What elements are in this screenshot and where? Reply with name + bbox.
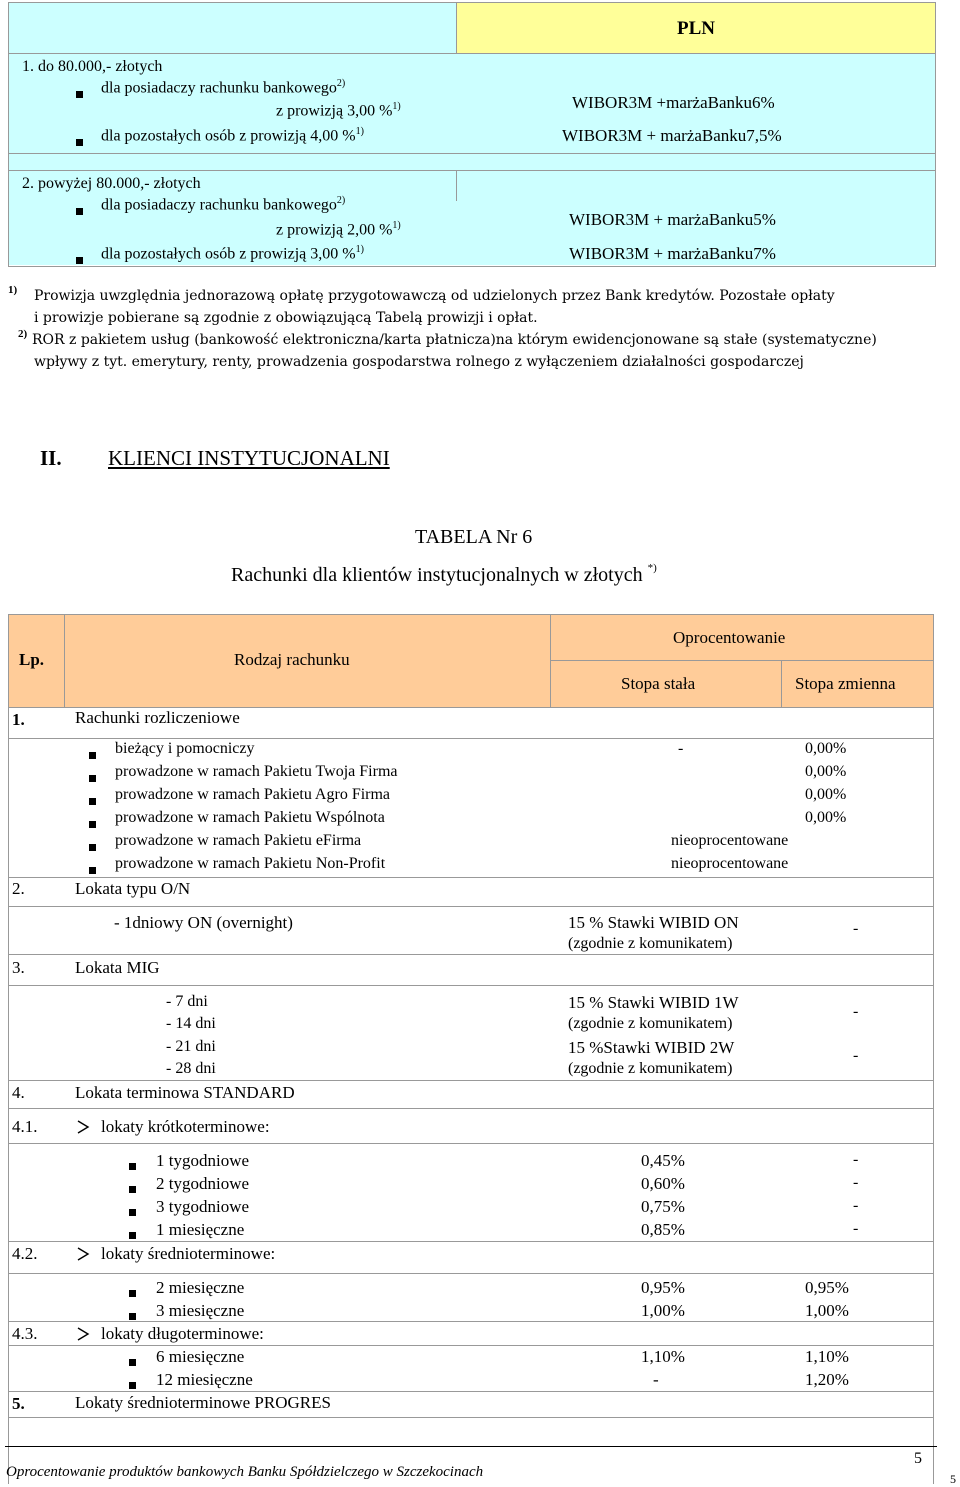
bullet-icon [129,1203,136,1221]
side-page-number: 5 [950,1472,956,1486]
s41-item-label: 1 tygodniowe [156,1151,250,1170]
s3-title: Lokata MIG [75,958,160,977]
bullet-icon [129,1180,136,1198]
s43-item-variable: 1,20% [805,1370,849,1389]
s42-item-label: 2 miesięczne [156,1278,245,1297]
s41-item-label: 1 miesięczne [156,1220,245,1239]
bullet-icon [129,1307,136,1325]
footnote1-marker: 1) [8,284,18,296]
s43-item-variable: 1,10% [805,1347,849,1366]
s3-number: 3. [12,958,25,977]
bullet-icon [76,202,83,220]
arrow-icon [76,1247,90,1266]
s41-item-variable: - [853,1174,859,1191]
s1-item-fixed: nieoprocentowane [671,832,789,849]
currency-header: PLN [677,18,715,39]
s42-title: lokaty średnioterminowe: [101,1244,276,1263]
s41-title: lokaty krótkoterminowe: [101,1117,270,1136]
bullet-icon [76,251,83,269]
s5-title: Lokaty średnioterminowe PROGRES [75,1393,331,1412]
header-stopa-zmienna: Stopa zmienna [795,674,896,693]
arrow-icon [76,1327,90,1346]
s42-item-label: 3 miesięczne [156,1301,245,1320]
s41-number: 4.1. [12,1117,38,1136]
s2-title: Lokata typu O/N [75,879,191,898]
section2-row2-rate: WIBOR3M + marżaBanku7% [569,244,776,263]
bullet-icon [129,1353,136,1371]
table6-subtitle: Rachunki dla klientów instytucjonalnych w złotych *) [231,562,657,586]
s2-item: - 1dniowy ON (overnight) [114,913,293,932]
s41-item-fixed: 0,45% [641,1151,685,1170]
section1-row1-rate: WIBOR3M +marżaBanku6% [572,93,775,112]
s1-item-label: prowadzone w ramach Pakietu Non-Profit [115,855,386,872]
s1-item-label: prowadzone w ramach Pakietu Agro Firma [115,786,391,803]
header-stopa-stala: Stopa stała [621,674,696,693]
section2-row1-line2: z prowizją 2,00 %$^{1)}$ [276,220,401,239]
s41-item-variable: - [853,1220,859,1237]
s3-fixed2-line2: (zgodnie z komunikatem) [568,1060,733,1077]
s43-item-label: 6 miesięczne [156,1347,245,1366]
footnote1-line2: i prowizje pobierane są zgodnie z obowiązującą Tabelą prowizji i opłat. [34,310,538,326]
page-number: 5 [914,1450,922,1467]
s41-item-fixed: 0,60% [641,1174,685,1193]
s4-title: Lokata terminowa STANDARD [75,1083,295,1102]
s1-title: Rachunki rozliczeniowe [75,708,240,727]
s43-item-fixed: 1,10% [641,1347,685,1366]
bullet-icon [89,815,96,833]
footnote1-line1: Prowizja uwzględnia jednorazową opłatę przygotowawczą od udzielonych przez Bank kredytów. Pozostałe opłaty [34,288,835,304]
s1-item-fixed: nieoprocentowane [671,855,789,872]
section1-row2: dla pozostałych osób z prowizją 4,00 %$^{1)}$ [101,126,364,145]
s3-variable1: - [853,1003,859,1020]
footnote2-line2: wpływy z tyt. emerytury, renty, prowadzenia gospodarstwa rolnego z wyłączeniem działalności gospodarczej [34,354,804,370]
section2-row2: dla pozostałych osób z prowizją 3,00 %$^{1)}$ [101,244,364,263]
section-number: II. [40,446,62,470]
top-table-header-left [8,3,456,53]
s42-number: 4.2. [12,1244,38,1263]
s43-item-label: 12 miesięczne [156,1370,253,1389]
section1-row1-line2: z prowizją 3,00 %$^{1)}$ [276,101,401,120]
s2-fixed-line1: 15 % Stawki WIBID ON [568,913,739,932]
s1-item-variable: 0,00% [805,809,847,826]
s41-item-variable: - [853,1151,859,1168]
bullet-icon [129,1376,136,1394]
s1-number: 1. [12,710,25,729]
header-oprocentowanie: Oprocentowanie [673,628,786,647]
s41-item-label: 3 tygodniowe [156,1197,250,1216]
s1-item-label: prowadzone w ramach Pakietu eFirma [115,832,362,849]
bullet-icon [76,85,83,103]
s41-item-label: 2 tygodniowe [156,1174,250,1193]
s3-item: - 21 dni [166,1038,216,1055]
header-lp: Lp. [19,650,45,669]
s3-fixed1-line1: 15 % Stawki WIBID 1W [568,993,739,1012]
footer-text: Oprocentowanie produktów bankowych Banku Spółdzielczego w Szczekocinach [6,1464,484,1480]
s3-variable2: - [853,1047,859,1064]
s1-item-variable: 0,00% [805,786,847,803]
s43-item-fixed: - [653,1370,659,1389]
s1-item-label: prowadzone w ramach Pakietu Twoja Firma [115,763,398,780]
arrow-icon [76,1120,90,1139]
bullet-icon [89,792,96,810]
s2-fixed-line2: (zgodnie z komunikatem) [568,935,733,952]
footer-rule [5,1446,937,1447]
section-title: KLIENCI INSTYTUCJONALNI [108,446,390,470]
s1-item-label: prowadzone w ramach Pakietu Wspólnota [115,809,385,826]
s5-number: 5. [12,1394,25,1413]
s2-number: 2. [12,879,25,898]
s41-item-fixed: 0,75% [641,1197,685,1216]
s42-item-variable: 0,95% [805,1278,849,1297]
s43-title: lokaty długoterminowe: [101,1324,264,1343]
s42-item-variable: 1,00% [805,1301,849,1320]
s1-item-variable: 0,00% [805,740,847,757]
s4-number: 4. [12,1083,25,1102]
s42-item-fixed: 1,00% [641,1301,685,1320]
s3-fixed1-line2: (zgodnie z komunikatem) [568,1015,733,1032]
header-rodzaj: Rodzaj rachunku [234,650,350,669]
s3-item: - 28 dni [166,1060,216,1077]
section2-row1-rate: WIBOR3M + marżaBanku5% [569,210,776,229]
s41-item-fixed: 0,85% [641,1220,685,1239]
s1-item-label: bieżący i pomocniczy [115,740,255,757]
section1-label: 1. do 80.000,- złotych [22,58,163,75]
s1-item-variable: 0,00% [805,763,847,780]
bullet-icon [129,1157,136,1175]
s3-item: - 14 dni [166,1015,216,1032]
footnote2-line1: ROR z pakietem usług (bankowość elektroniczna/karta płatnicza)na którym ewidencjonowane są stałe (systematyczne) [32,332,877,348]
s41-item-variable: - [853,1197,859,1214]
section2-row1-line1: dla posiadaczy rachunku bankowego$^{2)}$ [101,195,346,214]
footnote2-marker: 2) [18,328,28,340]
s2-variable: - [853,920,859,937]
section1-row2-rate: WIBOR3M + marżaBanku7,5% [562,126,782,145]
bullet-icon [76,133,83,151]
bullet-icon [89,769,96,787]
s3-item: - 7 dni [166,993,208,1010]
s43-number: 4.3. [12,1324,38,1343]
bullet-icon [89,838,96,856]
bullet-icon [129,1284,136,1302]
s42-item-fixed: 0,95% [641,1278,685,1297]
s3-fixed2-line1: 15 %Stawki WIBID 2W [568,1038,735,1057]
bullet-icon [129,1226,136,1244]
table6-title: TABELA Nr 6 [415,526,533,548]
section1-row1-line1: dla posiadaczy rachunku bankowego$^{2)}$ [101,78,346,97]
bullet-icon [89,746,96,764]
bullet-icon [89,861,96,879]
section2-label: 2. powyżej 80.000,- złotych [22,175,201,192]
s1-item-fixed: - [678,740,684,757]
